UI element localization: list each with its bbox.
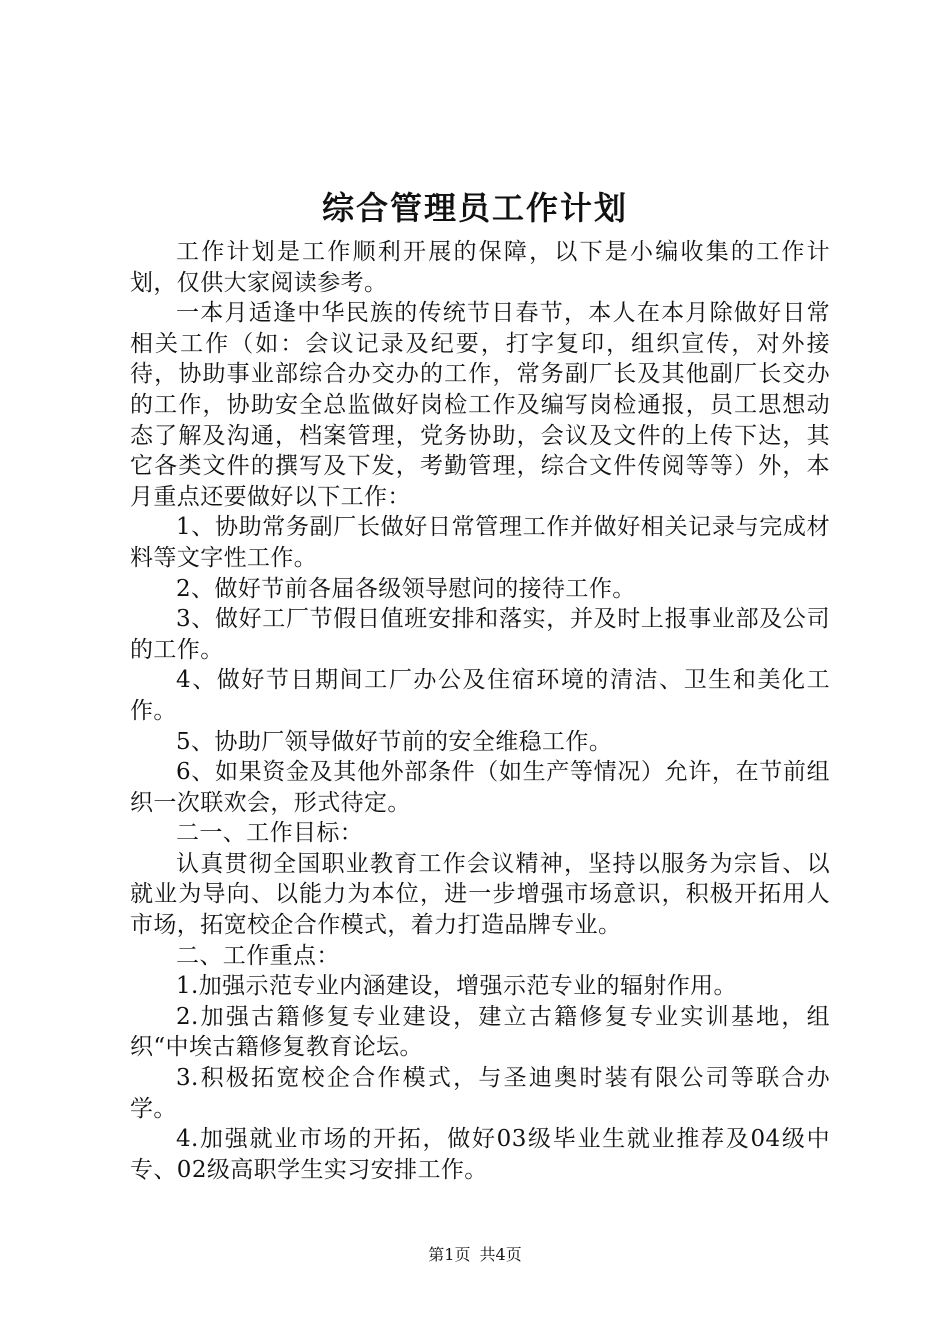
paragraph-item-4: 4、做好节日期间工厂办公及住宿环境的清洁、卫生和美化工作。 <box>130 667 830 724</box>
paragraph-item-1: 1、协助常务副厂长做好日常管理工作并做好相关记录与完成材料等文字性工作。 <box>130 514 830 571</box>
paragraph-month-overview: 一本月适逢中华民族的传统节日春节，本人在本月除做好日常相关工作（如：会议记录及纪要，打字复印，组织宣传，对外接待，协助事业部综合办交办的工作，常务副厂长及其他副厂长交办的工作，协助安全总监做好岗检工作及编写岗检通报，员工思想动态了解及沟通，档案管理，党务协助，会议及文件的上传下达，其它各类文件的撰写及下发，考勤管理，综合文件传阅等等）外，本月重点还要做好以下工作： <box>130 300 830 510</box>
paragraph-item-5: 5、协助厂领导做好节前的安全维稳工作。 <box>176 728 613 755</box>
page-total: 共4页 <box>479 1245 522 1264</box>
section-heading-goals: 二一、工作目标： <box>176 820 364 847</box>
document-title: 综合管理员工作计划 <box>321 189 628 227</box>
section-heading-focus: 二、工作重点： <box>176 942 340 969</box>
paragraph-focus-1: 1.加强示范专业内涵建设，增强示范专业的辐射作用。 <box>176 973 737 1000</box>
paragraph-intro: 工作计划是工作顺利开展的保障，以下是小编收集的工作计划，仅供大家阅读参考。 <box>130 239 830 296</box>
paragraph-goals: 认真贯彻全国职业教育工作会议精神，坚持以服务为宗旨、以就业为导向、以能力为本位，进一步增强市场意识，积极开拓用人市场，拓宽校企合作模式，着力打造品牌专业。 <box>130 850 830 939</box>
page-footer <box>0 1244 950 1266</box>
paragraph-item-6: 6、如果资金及其他外部条件（如生产等情况）允许，在节前组织一次联欢会，形式待定。 <box>130 759 830 816</box>
paragraph-focus-2: 2.加强古籍修复专业建设，建立古籍修复专业实训基地，组织“中埃古籍修复教育论坛。 <box>130 1003 830 1061</box>
paragraph-item-2: 2、做好节前各届各级领导慰问的接待工作。 <box>176 575 636 602</box>
paragraph-focus-4: 4.加强就业市场的开拓，做好03级毕业生就业推荐及04级中专、02级高职学生实习安排工作。 <box>130 1126 830 1183</box>
paragraph-focus-3: 3.积极拓宽校企合作模式，与圣迪奥时装有限公司等联合办学。 <box>130 1065 830 1122</box>
paragraph-item-3: 3、做好工厂节假日值班安排和落实，并及时上报事业部及公司的工作。 <box>130 606 830 663</box>
document-body <box>130 237 830 1185</box>
page-number: 第1页 <box>428 1245 471 1264</box>
